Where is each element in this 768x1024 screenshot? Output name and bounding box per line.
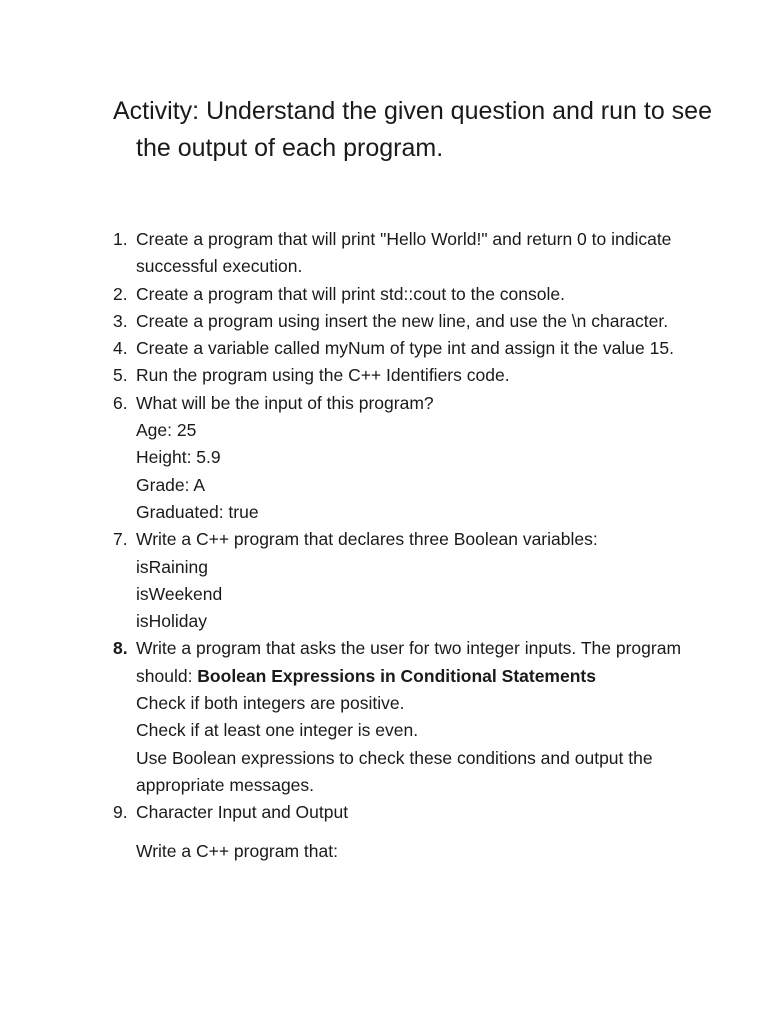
item-subline-israining: isRaining xyxy=(136,556,208,577)
list-item xyxy=(113,281,693,308)
item-bold-heading: Boolean Expressions in Conditional Statements xyxy=(197,665,596,686)
item-text: Create a program using insert the new line, and use the \n character. xyxy=(136,310,669,331)
item-subline-isholiday: isHoliday xyxy=(136,611,207,632)
item-text: Write a program that asks the user for two integer inputs. The program should: xyxy=(136,638,682,686)
item-number: 5. xyxy=(113,365,128,386)
list-item xyxy=(113,799,693,865)
item-text-wrapper xyxy=(136,635,693,690)
item-number: 6. xyxy=(113,392,128,413)
item-text: Character Input and Output xyxy=(136,802,349,823)
item-extra-text: Write a C++ program that: xyxy=(136,840,338,861)
activity-title: Activity: Understand the given question and run to see the output of each program. xyxy=(113,97,712,162)
item-subline-isweekend: isWeekend xyxy=(136,583,223,604)
item-subline-even: Check if at least one integer is even. xyxy=(136,720,419,741)
item-number: 4. xyxy=(113,338,128,359)
list-item xyxy=(113,226,693,281)
item-subline-output: Use Boolean expressions to check these conditions and output the appropriate messages. xyxy=(136,747,653,795)
item-text: Create a program that will print std::cout to the console. xyxy=(136,283,565,304)
list-item xyxy=(113,635,693,799)
list-item xyxy=(113,335,693,362)
list-item xyxy=(113,526,693,635)
item-number: 1. xyxy=(113,229,128,249)
item-text: Create a variable called myNum of type int and assign it the value 15. xyxy=(136,338,674,359)
item-text: Create a program that will print "Hello World!" and return 0 to indicate successful execution. xyxy=(136,229,672,277)
item-text: Run the program using the C++ Identifiers code. xyxy=(136,365,510,386)
list-item xyxy=(113,390,693,526)
item-number: 7. xyxy=(113,529,128,550)
item-number: 8. xyxy=(113,638,128,659)
item-subline-positive: Check if both integers are positive. xyxy=(136,693,405,714)
item-number: 3. xyxy=(113,310,128,331)
list-item xyxy=(113,362,693,389)
item-text: What will be the input of this program? xyxy=(136,392,434,413)
list-item xyxy=(113,308,693,335)
item-number: 9. xyxy=(113,802,128,823)
item-subline-grade: Grade: A xyxy=(136,474,206,495)
question-list xyxy=(113,226,693,865)
item-subline-height: Height: 5.9 xyxy=(136,447,221,468)
item-subline-age: Age: 25 xyxy=(136,420,197,441)
item-number: 2. xyxy=(113,283,128,304)
item-text: Write a C++ program that declares three Boolean variables: xyxy=(136,529,598,550)
item-subline-graduated: Graduated: true xyxy=(136,501,259,522)
